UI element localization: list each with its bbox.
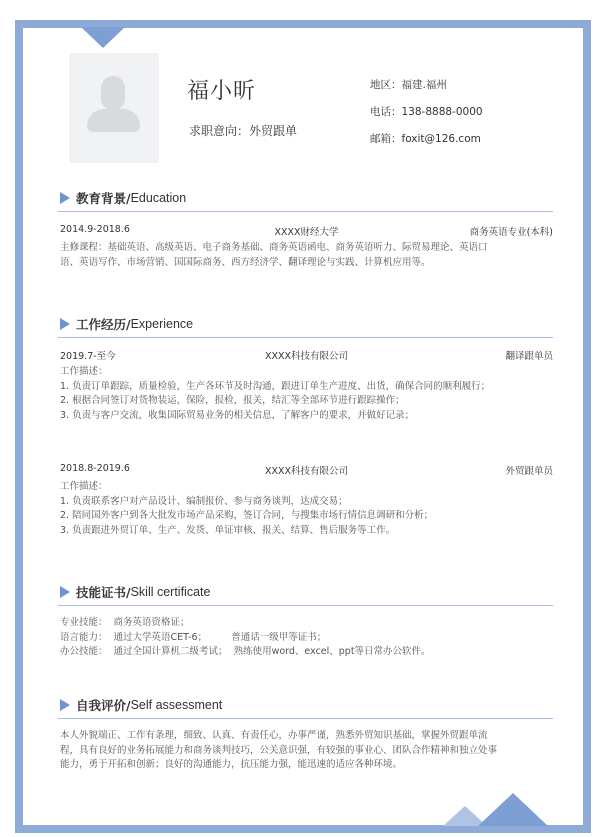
job-desc-line: 3. 负责跟进外贸订单、生产、发货、单证审核、报关、结算、售后服务等工作。 bbox=[60, 524, 396, 536]
large-mountain-decoration bbox=[478, 793, 548, 826]
education-row bbox=[60, 224, 553, 238]
education-major: 商务英语专业(本科) bbox=[469, 227, 553, 238]
courses-line: 主修课程：基础英语、高级英语、电子商务基础、商务英语函电、商务英语听力、际贸易理论、英语口 bbox=[60, 242, 488, 253]
courses-line: 语、英语写作、市场营销、国国际商务、西方经济学、翻译理论与实践、计算机应用等。 bbox=[60, 256, 431, 268]
skill-line: 专业技能： 商务英语资格证； bbox=[60, 617, 190, 628]
self-assessment-text bbox=[60, 729, 555, 773]
section-title-experience bbox=[60, 315, 193, 333]
job-role: 翻译跟单员 bbox=[505, 351, 553, 362]
job-period: 2019.7-至今 bbox=[60, 351, 116, 362]
education-period: 2014.9-2018.6 bbox=[60, 224, 130, 235]
job-company: XXXX科技有限公司 bbox=[264, 351, 349, 362]
email: 邮箱：foxit@126.com bbox=[370, 133, 481, 145]
triangle-bullet-icon bbox=[60, 586, 70, 598]
education-school: XXXX财经大学 bbox=[274, 227, 339, 238]
avatar-head-icon bbox=[101, 76, 125, 110]
education-courses bbox=[60, 241, 555, 270]
section-title-cn: 技能证书/ bbox=[76, 585, 131, 600]
job-period: 2018.8-2019.6 bbox=[60, 463, 130, 474]
section-title-skills bbox=[60, 583, 210, 601]
section-title-en: Education bbox=[130, 191, 187, 205]
job-desc-line: 工作描述： bbox=[60, 366, 108, 377]
section-title-en: Self assessment bbox=[130, 698, 223, 712]
avatar-body-icon bbox=[87, 109, 140, 132]
job-description bbox=[60, 480, 555, 538]
skills-list bbox=[60, 616, 555, 660]
job-description bbox=[60, 365, 555, 423]
section-title-cn: 自我评价/ bbox=[76, 698, 131, 713]
top-triangle-decoration bbox=[81, 27, 125, 48]
section-divider bbox=[58, 718, 553, 719]
section-title-self-assessment bbox=[60, 696, 222, 714]
self-assessment-line: 能力，勇于开拓和创新；良好的沟通能力，抗压能力强，能迅速的适应各种环境。 bbox=[60, 759, 403, 770]
candidate-name: 福小昕 bbox=[187, 79, 257, 104]
job-row bbox=[60, 348, 553, 362]
triangle-bullet-icon bbox=[60, 318, 70, 330]
profile-photo-placeholder bbox=[69, 53, 159, 163]
job-desc-line: 工作描述： bbox=[60, 481, 108, 492]
job-desc-line: 2. 根据合同签订对货物装运，保险，报检，报关，结汇等全部环节进行跟踪操作； bbox=[60, 395, 405, 406]
section-divider bbox=[58, 211, 553, 212]
skill-line: 办公技能： 通过全国计算机二级考试； 熟练使用word、excel、ppt等日常办公软件。 bbox=[60, 646, 431, 657]
region: 地区：福建.福州 bbox=[370, 79, 447, 91]
section-title-en: Skill certificate bbox=[130, 585, 211, 599]
section-title-en: Experience bbox=[130, 317, 194, 331]
triangle-bullet-icon bbox=[60, 699, 70, 711]
self-assessment-line: 本人外貌端正、工作有条理，细致、认真、有责任心，办事严谨，熟悉外贸知识基础，掌握外贸跟单流 bbox=[60, 730, 488, 741]
job-desc-line: 3. 负责与客户交流，收集国际贸易业务的相关信息，了解客户的要求，并做好记录； bbox=[60, 409, 415, 421]
self-assessment-line: 程，具有良好的业务拓展能力和商务谈判技巧，公关意识强，有较强的事业心、团队合作精神和独立处事 bbox=[60, 744, 498, 756]
job-intent: 求职意向：外贸跟单 bbox=[189, 124, 298, 138]
section-title-cn: 工作经历/ bbox=[76, 317, 131, 332]
section-title-cn: 教育背景/ bbox=[76, 191, 131, 206]
phone: 电话：138-8888-0000 bbox=[370, 106, 483, 118]
job-desc-line: 2. 陪同国外客户到各大批发市场产品采购，签订合同，与搜集市场行情信息调研和分析； bbox=[60, 510, 434, 521]
section-title-education bbox=[60, 189, 186, 207]
job-company: XXXX科技有限公司 bbox=[264, 466, 349, 477]
skill-line: 语言能力： 通过大学英语CET-6； 普通话一级甲等证书； bbox=[60, 631, 327, 643]
job-desc-line: 1. 负责订单跟踪，质量检验，生产各环节及时沟通，跟进订单生产进度、出货，确保合同的顺利履行； bbox=[60, 380, 491, 392]
job-role: 外贸跟单员 bbox=[505, 466, 553, 477]
job-row bbox=[60, 463, 553, 477]
section-divider bbox=[58, 605, 553, 606]
section-divider bbox=[58, 337, 553, 338]
job-desc-line: 1. 负责联系客户对产品设计、编制报价、参与商务谈判，达成交易； bbox=[60, 495, 348, 507]
triangle-bullet-icon bbox=[60, 192, 70, 204]
